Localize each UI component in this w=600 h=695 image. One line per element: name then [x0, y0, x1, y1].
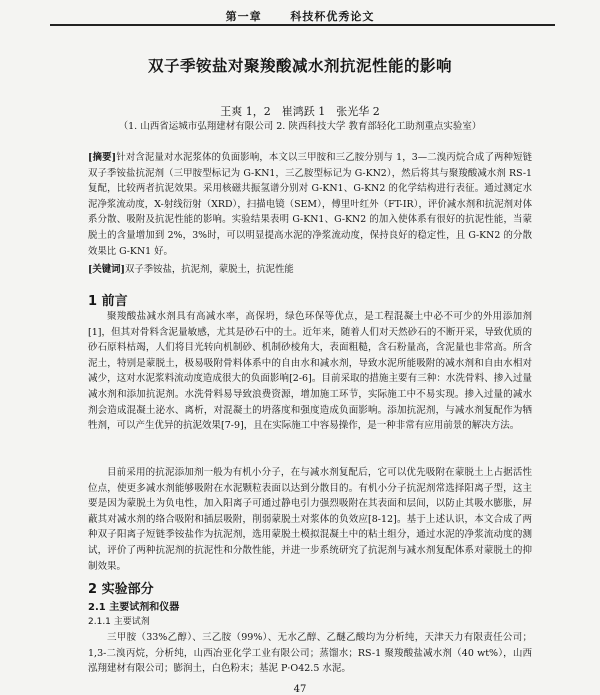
keywords-text: 双子季铵盐，抗泥剂，蒙脱土，抗泥性能 — [125, 264, 294, 275]
keywords-label: [关键词] — [88, 264, 125, 275]
abstract — [88, 150, 532, 259]
section-1-paragraph-1: 聚羧酸盐减水剂具有高减水率，高保坍，绿色环保等优点，是工程混凝土中必不可少的外用添加剂[1]，但其对骨料含泥量敏感，尤其是砂石中的土。近年来，随着人们对天然砂石的不断开采，导致优质的砂石原料枯竭，人们将目光转向机制砂、机制砂棱角大，表面粗糙，含石粉量高，含泥量也非常高。所含泥土，特别是蒙脱土，极易吸附骨料体系中的自由水和减水剂，导致水泥所能吸附的减水剂和自由水相对减少，这对水泥浆料流动度造成很大的负面影响[2-6]。目前采取的措施主要有三种：水洗骨料、掺入过量减水剂和添加抗泥剂。水洗骨料易导致浪费资源，增加施工环节，实际施工中不易实现。掺入过量的减水剂会造成混凝土泌水、离析，对混凝土的坍落度和强度造成负面影响。添加抗泥剂，与减水剂复配作为牺牲剂，可以产生优异的抗泥效果[7-9]，且在实际施工中容易操作，是一种非常有应用前景的解决方法。 — [88, 311, 532, 432]
running-header — [0, 8, 600, 24]
abstract-text: 针对含泥量对水泥浆体的负面影响，本文以三甲胺和三乙胺分别与 1，3—二溴丙烷合成了两种短链双子季铵盐抗泥剂（三甲胺型标记为 G-KN1，三乙胺型标记为 G-KN2），然后将其与聚羧酸减水剂 RS-1 复配，比较两者抗泥效果。采用核磁共振氢谱分别对 G-KN1、G-KN2 的化学结构进行表征。通过测定水泥净浆流动度，X-射线衍射（XRD），扫描电镜（SEM），傅里叶红外（FT-IR），评价减水剂和抗泥剂对体系分散、吸附及抗泥性能的影响。实验结果表明 G-KN1、G-KN2 的加入使体系有很好的抗泥性能，当蒙脱土的含量增加到 2%，3%时，可以明显提高水泥的净浆流动度，保持良好的稳定性，且 G-KN2 的分散效果比 G-KN1 好。 — [88, 152, 532, 257]
header-chapter: 第一章 — [225, 10, 262, 23]
subsection-2-1-1-heading: 2.1.1 主要试剂 — [88, 617, 150, 627]
subsection-2-1-heading: 2.1 主要试剂和仪器 — [88, 602, 180, 613]
paper-authors: 王爽 1，2 崔鸿跃 1 张光华 2 — [220, 105, 380, 118]
section-1-paragraph-2: 目前采用的抗泥添加剂一般为有机小分子，在与减水剂复配后，它可以优先吸附在蒙脱土上占据活性位点，使更多减水剂能够吸附在水泥颗粒表面以达到分散目的。有机小分子抗泥剂常选择阳离子型，这主要是因为蒙脱土为负电性，加入阳离子可通过静电引力强烈吸附在其表面和层间，以防止其吸水膨胀，屏蔽其对减水剂的络合吸附和插层吸附，削弱蒙脱土对浆体的负效应[8-12]。基于上述认识，本文合成了两种双子阳离子短链季铵盐作为抗泥剂，选用蒙脱土模拟混凝土中的粘土组分，通过水泥的净浆流动度的测试，评价了两种抗泥剂的抗泥性和分散性能，并进一步系统研究了抗泥剂与减水剂复配体系对蒙脱土的抑制效果。 — [88, 467, 532, 572]
section-2-paragraph: 三甲胺（33%乙醇）、三乙胺（99%）、无水乙醇、乙醚乙酸均为分析纯，天津天力有限责任公司；1,3-二溴丙烷，分析纯，山西冶亚化学工业有限公司；蒸馏水；RS-1 聚羧酸盐减水剂（40 wt%），山西泓翔建材有限公司；膨润土，白色粉末；基泥 P·O42.5 水泥。 — [88, 632, 532, 675]
header-rule — [50, 24, 555, 26]
abstract-label: [摘要] — [88, 152, 117, 163]
section-1-heading: 1 前言 — [88, 294, 128, 309]
header-section: 科技杯优秀论文 — [290, 10, 375, 23]
page-number: 47 — [293, 684, 307, 695]
keywords — [88, 261, 532, 275]
section-2-heading: 2 实验部分 — [88, 582, 154, 597]
paper-affiliation: （1. 山西省运城市弘翔建材有限公司 2. 陕西科技大学 教育部轻化工助剂重点实验室） — [118, 121, 482, 132]
paper-title: 双子季铵盐对聚羧酸减水剂抗泥性能的影响 — [147, 56, 452, 75]
